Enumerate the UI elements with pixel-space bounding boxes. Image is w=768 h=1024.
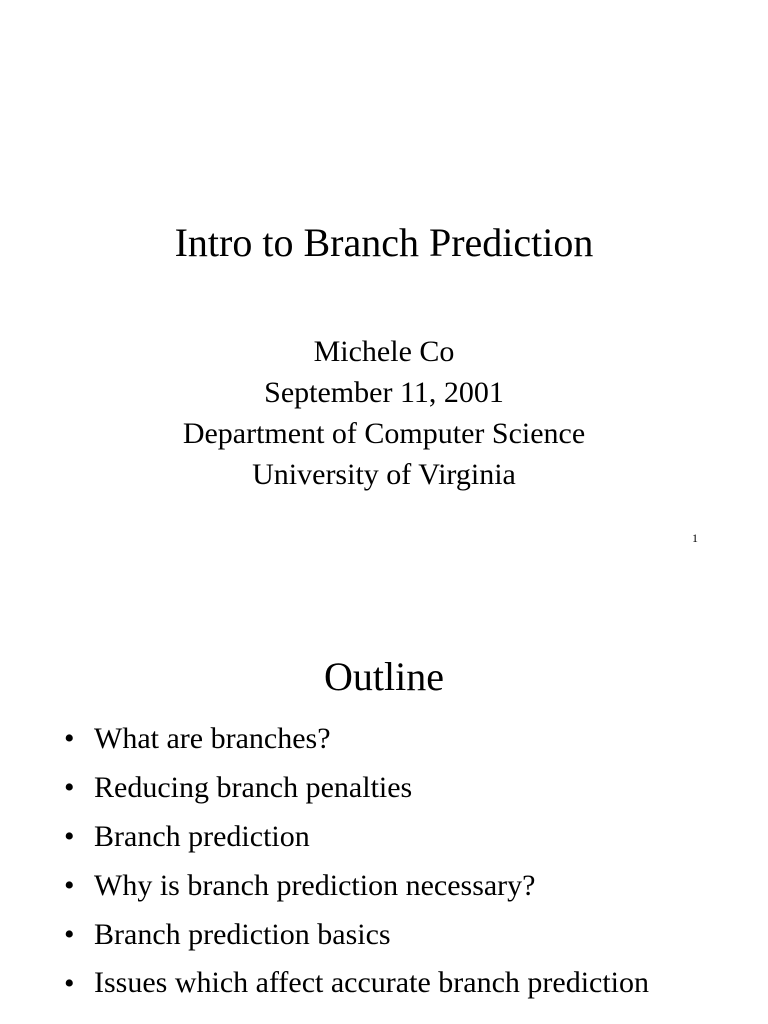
- bullet-icon: •: [64, 869, 75, 902]
- list-item-text: What are branches?: [94, 722, 331, 755]
- author-block: [0, 331, 768, 495]
- page-number: 1: [692, 531, 698, 545]
- outline-list: [64, 714, 744, 1004]
- list-item: [64, 959, 744, 1004]
- bullet-icon: •: [64, 722, 75, 755]
- slide-title: Intro to Branch Prediction: [174, 220, 594, 265]
- list-item-text: Branch prediction: [94, 820, 310, 853]
- outline-title: Outline: [324, 654, 444, 699]
- university-name: University of Virginia: [252, 458, 516, 491]
- presentation-date: September 11, 2001: [264, 376, 504, 409]
- list-item: [64, 763, 744, 812]
- bullet-icon: •: [64, 820, 75, 853]
- list-item-text: Branch prediction basics: [94, 918, 391, 951]
- list-item-text: Issues which affect accurate branch prediction: [94, 966, 650, 999]
- department-name: Department of Computer Science: [182, 417, 586, 450]
- list-item: [64, 910, 744, 959]
- bullet-icon: •: [64, 771, 75, 804]
- bullet-icon: •: [64, 918, 75, 951]
- list-item: [64, 861, 744, 910]
- bullet-icon: •: [64, 967, 75, 1000]
- list-item-text: Reducing branch penalties: [94, 771, 413, 804]
- list-item: [64, 714, 744, 763]
- author-name: Michele Co: [313, 335, 455, 368]
- list-item: [64, 812, 744, 861]
- list-item-text: Why is branch prediction necessary?: [94, 869, 536, 902]
